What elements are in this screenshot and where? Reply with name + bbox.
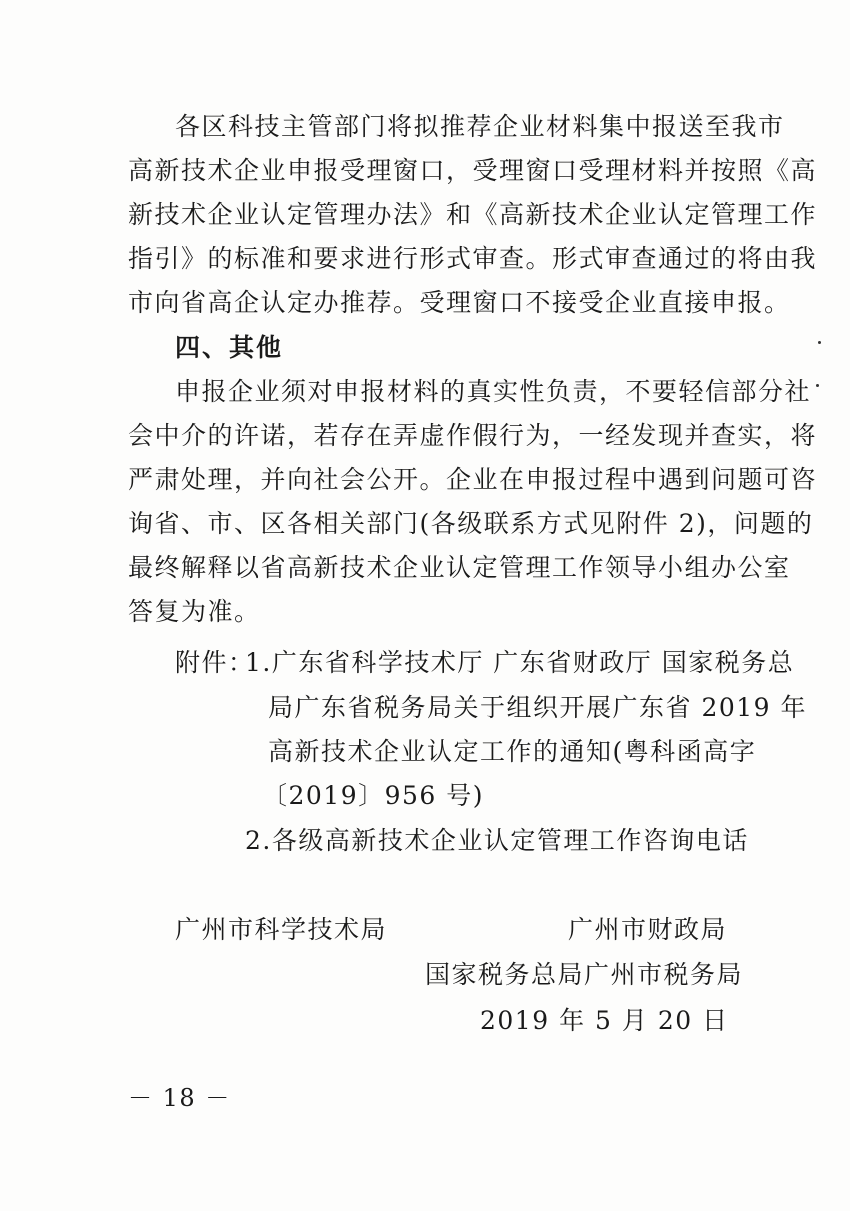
- page-number: － 18 －: [128, 1084, 231, 1112]
- attachment-1-line: 〔2019〕956 号): [262, 781, 485, 810]
- signature-right-1: 广州市财政局: [568, 915, 728, 944]
- paragraph-line: 申报企业须对申报材料的真实性负责，不要轻信部分社: [175, 377, 812, 406]
- attachment-1-line: 局广东省税务局关于组织开展广东省 2019 年: [268, 693, 808, 722]
- attachment-2: 2.各级高新技术企业认定管理工作咨询电话: [245, 826, 749, 855]
- scan-speck: [816, 384, 819, 387]
- paragraph-line: 询省、市、区各相关部门(各级联系方式见附件 2)，问题的: [128, 509, 814, 538]
- paragraph-line: 会中介的许诺，若存在弄虚作假行为，一经发现并查实，将: [128, 421, 818, 450]
- paragraph-line: 各区科技主管部门将拟推荐企业材料集中报送至我市: [175, 112, 785, 141]
- signature-right-2: 国家税务总局广州市税务局: [425, 960, 744, 989]
- paragraph-line: 最终解释以省高新技术企业认定管理工作领导小组办公室: [128, 553, 791, 582]
- signature-left: 广州市科学技术局: [175, 915, 388, 944]
- scan-speck: [818, 341, 821, 344]
- paragraph-line: 高新技术企业申报受理窗口，受理窗口受理材料并按照《高: [128, 156, 818, 185]
- signature-date: 2019 年 5 月 20 日: [480, 1006, 729, 1035]
- paragraph-line: 市向省高企认定办推荐。受理窗口不接受企业直接申报。: [128, 288, 791, 317]
- attachment-1-line: 1.广东省科学技术厅 广东省财政厅 国家税务总: [245, 648, 795, 677]
- attachments-label: 附件：: [175, 648, 255, 677]
- paragraph-line: 新技术企业认定管理办法》和《高新技术企业认定管理工作: [128, 200, 818, 229]
- paragraph-line: 答复为准。: [128, 597, 261, 626]
- paragraph-line: 指引》的标准和要求进行形式审查。形式审查通过的将由我: [128, 244, 818, 273]
- paragraph-line: 严肃处理，并向社会公开。企业在申报过程中遇到问题可咨: [128, 465, 818, 494]
- section-heading: 四、其他: [175, 333, 284, 362]
- attachment-1-line: 高新技术企业认定工作的通知(粤科函高字: [268, 737, 757, 766]
